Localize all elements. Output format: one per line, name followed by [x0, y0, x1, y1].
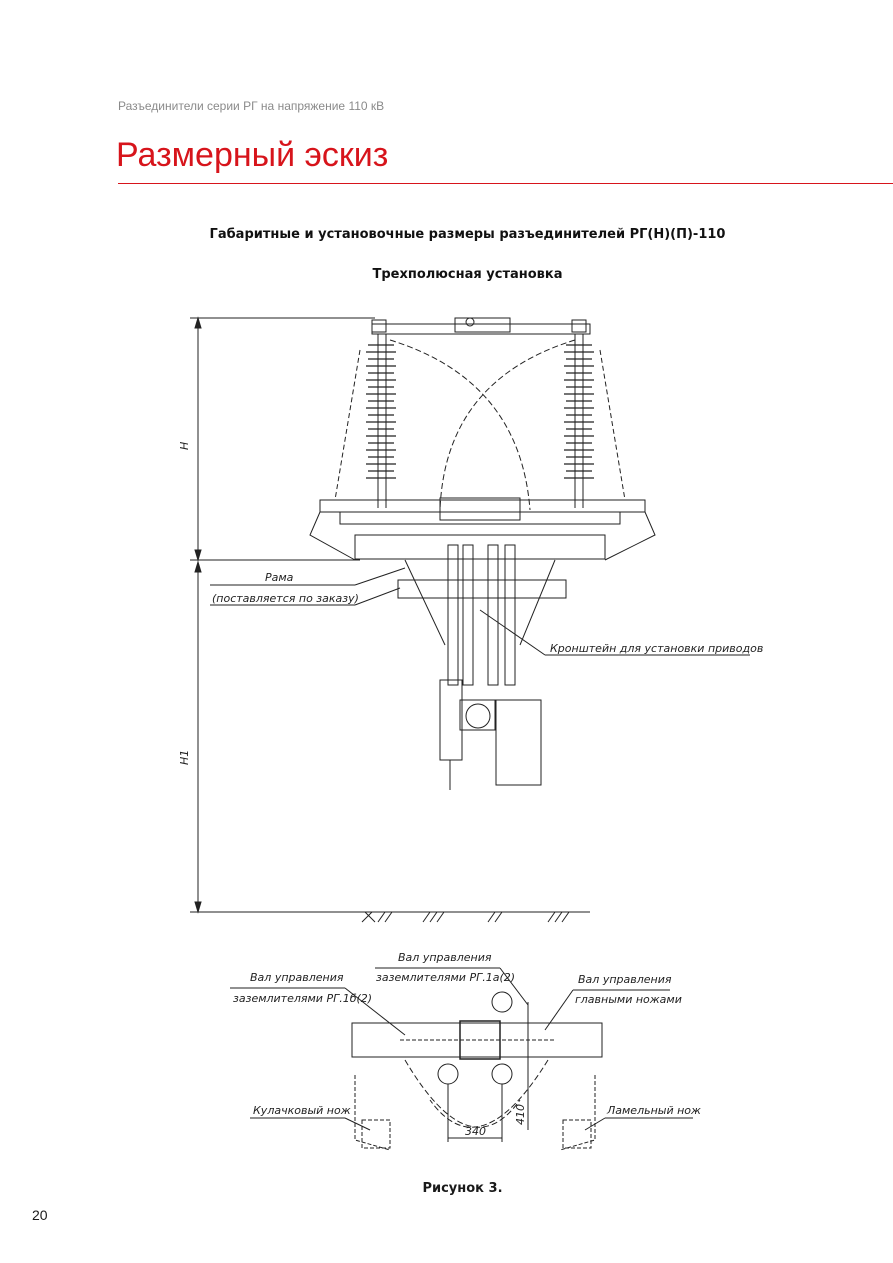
lamel-knife-label: Ламельный нож — [607, 1104, 701, 1117]
page-title: Размерный эскиз — [116, 136, 389, 174]
shaft-ground-a-label-2: заземлителями РГ.1а(2) — [376, 971, 516, 984]
bracket-label: Кронштейн для установки приводов — [550, 642, 764, 655]
left-insulator-sheds — [366, 345, 396, 478]
dim-h1-label: H1 — [178, 749, 191, 765]
shaft-ground-b-label-1: Вал управления — [250, 971, 344, 984]
shaft-main-label-1: Вал управления — [578, 973, 672, 986]
figure-caption: Рисунок 3. — [422, 1181, 503, 1196]
figure-subheading: Трехполюсная установка — [372, 267, 563, 282]
frame-note-label: (поставляется по заказу) — [212, 592, 359, 605]
document-subtitle: Разъединители серии РГ на напряжение 110 кВ — [118, 99, 385, 113]
page-number: 20 — [32, 1207, 48, 1223]
dim-340-label: 340 — [465, 1125, 486, 1138]
frame-label: Рама — [265, 571, 294, 584]
dim-410-label: 410 — [514, 1104, 527, 1125]
shaft-ground-a-label-1: Вал управления — [398, 951, 492, 964]
figure-heading: Габаритные и установочные размеры разъединителей РГ(Н)(П)-110 — [209, 227, 726, 242]
dim-h-label: H — [178, 441, 191, 450]
right-insulator-sheds — [564, 345, 594, 478]
shaft-main-label-2: главными ножами — [575, 993, 682, 1006]
cam-knife-label: Кулачковый нож — [253, 1104, 351, 1117]
shaft-ground-b-label-2: заземлителями РГ.1б(2) — [233, 992, 373, 1005]
